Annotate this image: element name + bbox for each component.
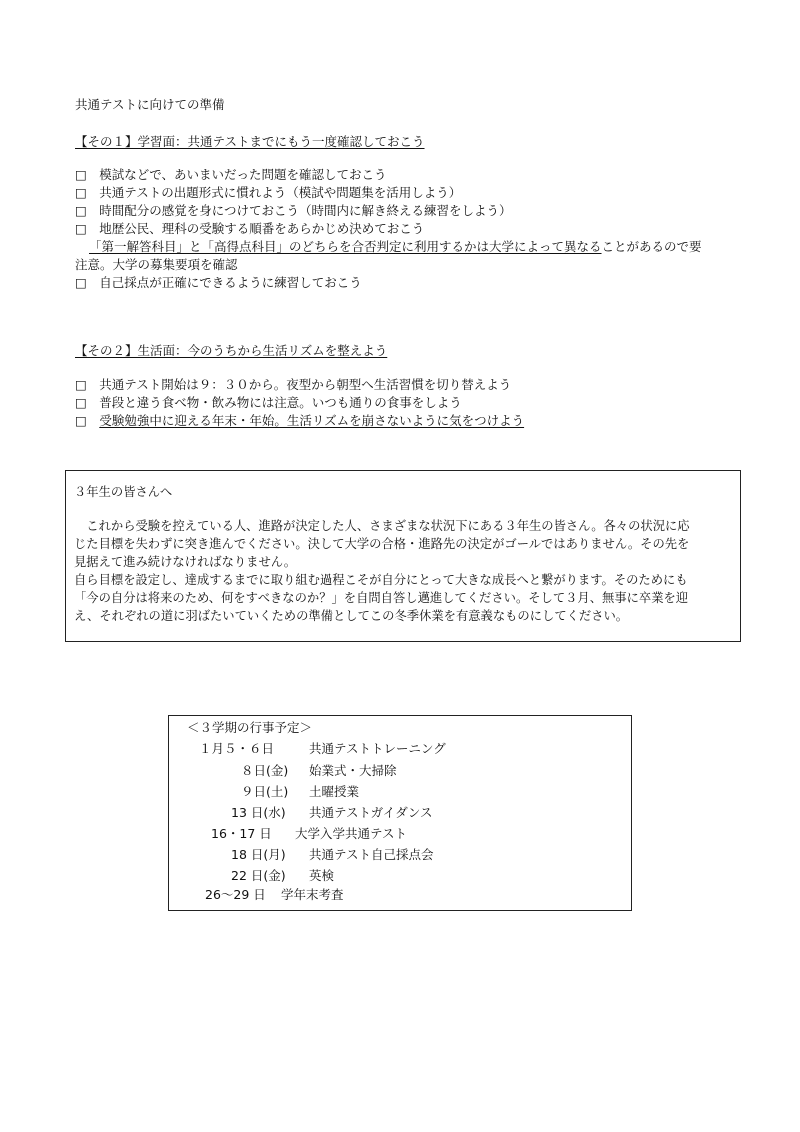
- section1-note-underlined: 「第一解答科目」と「高得点科目」のどちらを合否判定に利用するかは大学によって異なる: [89, 239, 602, 254]
- message-line-6: え、それぞれの道に羽ばたいていくための準備としてこの冬季休業を有意義なものにしてください。: [74, 609, 629, 623]
- section2-title: 【その２】生活面：今のうちから生活リズムを整えよう: [75, 343, 388, 358]
- message-greeting: ３年生の皆さんへ: [74, 485, 173, 499]
- schedule-event-8: 学年末考査: [281, 887, 344, 902]
- schedule-date-8: 26～29 日: [205, 887, 266, 902]
- section1-note: [89, 238, 702, 256]
- schedule-date-5: 16・17 日: [211, 826, 272, 841]
- section1-item-3: □ 時間配分の感覚を身につけておこう（時間内に解き終える練習をしよう）: [75, 203, 512, 218]
- section2-item-3-checkbox: □: [75, 413, 100, 428]
- section1-item-4: □ 地歴公民、理科の受験する順番をあらかじめ決めておこう: [75, 221, 425, 236]
- schedule-date-2: ８日(金): [241, 763, 289, 778]
- message-line-2: じた目標を失わずに突き進んでください。決して大学の合格・進路先の決定がゴールではありません。その先を: [74, 537, 690, 551]
- schedule-title: ＜３学期の行事予定＞: [187, 720, 313, 735]
- schedule-date-4: 13 日(水): [231, 805, 286, 820]
- schedule-event-7: 英検: [309, 868, 335, 883]
- schedule-date-6: 18 日(月): [231, 847, 286, 862]
- section2-item-3: [75, 412, 524, 430]
- section1-item-5: □ 自己採点が正確にできるように練習しておこう: [75, 275, 362, 290]
- section1-item-2: □ 共通テストの出題形式に慣れよう（模試や問題集を活用しよう）: [75, 185, 462, 200]
- schedule-date-7: 22 日(金): [231, 868, 286, 883]
- section1-item-1: □ 模試などで、あいまいだった問題を確認しておこう: [75, 167, 387, 182]
- section2-item-1: □ 共通テスト開始は９：３０から。夜型から朝型へ生活習慣を切り替えよう: [75, 377, 512, 392]
- message-line-4: 自ら目標を設定し、達成するまでに取り組む過程こそが自分にとって大きな成長へと繋がります。そのためにも: [74, 573, 688, 587]
- schedule-event-3: 土曜授業: [309, 784, 360, 799]
- message-line-5: 「今の自分は将来のため、何をすべきなのか？」を自問自答し邁進してください。そして３月、無事に卒業を迎: [74, 591, 689, 605]
- section2-item-3-text: 受験勉強中に迎える年末・年始。生活リズムを崩さないように気をつけよう: [99, 413, 525, 428]
- message-line-3: 見据えて進み続けなければなりません。: [74, 555, 297, 569]
- section1-note-line2: 注意。大学の募集要項を確認: [75, 257, 238, 272]
- schedule-event-5: 大学入学共通テスト: [295, 826, 408, 841]
- schedule-date-3: ９日(土): [241, 784, 289, 799]
- section2-item-2: □ 普段と違う食べ物・飲み物には注意。いつも通りの食事をしよう: [75, 395, 462, 410]
- document-heading: 共通テストに向けての準備: [75, 97, 225, 112]
- message-box: [65, 470, 741, 642]
- schedule-date-1: １月５・６日: [199, 741, 275, 756]
- schedule-event-2: 始業式・大掃除: [309, 763, 397, 778]
- message-line-1: これから受験を控えている人、進路が決定した人、さまざまな状況下にある３年生の皆さん。各々の状況に応: [74, 519, 690, 533]
- schedule-box: [168, 715, 632, 911]
- section1-title: 【その１】学習面：共通テストまでにもう一度確認しておこう: [75, 134, 425, 149]
- schedule-event-1: 共通テストトレーニング: [309, 741, 446, 756]
- schedule-event-6: 共通テスト自己採点会: [309, 847, 434, 862]
- section1-note-rest: ことがあるので要: [601, 239, 702, 254]
- schedule-event-4: 共通テストガイダンス: [309, 805, 433, 820]
